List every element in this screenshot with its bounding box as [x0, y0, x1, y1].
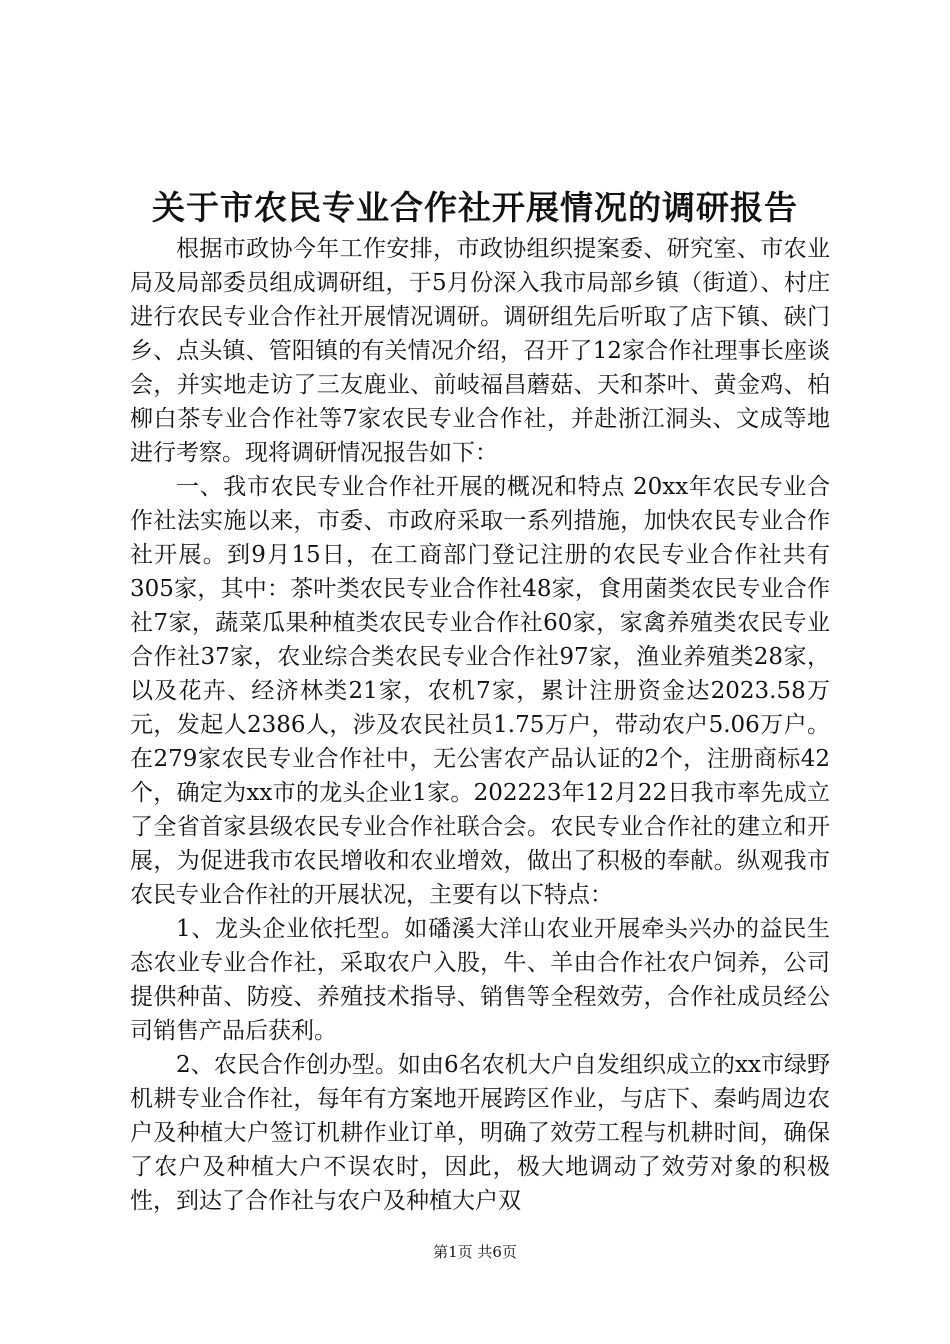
page-footer: 第1页 共6页 [433, 1243, 517, 1261]
document-title: 关于市农民专业合作社开展情况的调研报告 [152, 188, 798, 227]
paragraph-overview: 一、我市农民专业合作社开展的概况和特点 20xx年农民专业合作社法实施以来，市委、市政府采取一系列措施，加快农民专业合作社开展。到9月15日，在工商部门登记注册的农民专业合作社共有305家，其中：茶叶类农民专业合作社48家，食用菌类农民专业合作社7家，蔬菜瓜果种植类农民专业合作社60家，家禽养殖类农民专业合作社37家，农业综合类农民专业合作社97家，渔业养殖类28家，以及花卉、经济林类21家，农机7家，累计注册资金达2023.58万元，发起人2386人，涉及农民社员1.75万户，带动农户5.06万户。在279家农民专业合作社中，无公害农产品认证的2个，注册商标42个，确定为xx市的龙头企业1家。202223年12月22日我市率先成立了全省首家县级农民专业合作社联合会。农民专业合作社的建立和开展，为促进我市农民增收和农业增效，做出了积极的奉献。纵观我市农民专业合作社的开展状况，主要有以下特点： [130, 474, 830, 908]
paragraph-feature-2: 2、农民合作创办型。如由6名农机大户自发组织成立的xx市绿野机耕专业合作社，每年有方案地开展跨区作业，与店下、秦屿周边农户及种植大户签订机耕作业订单，明确了效劳工程与机耕时间，确保了农户及种植大户不误农时，因此，极大地调动了效劳对象的积极性，到达了合作社与农户及种植大户双 [130, 1052, 830, 1214]
document-body [130, 232, 830, 1218]
paragraph-feature-1: 1、龙头企业依托型。如磻溪大洋山农业开展牵头兴办的益民生态农业专业合作社，采取农户入股，牛、羊由合作社农户饲养，公司提供种苗、防疫、养殖技术指导、销售等全程效劳，合作社成员经公司销售产品后获利。 [130, 916, 830, 1044]
paragraph-intro: 根据市政协今年工作安排，市政协组织提案委、研究室、市农业局及局部委员组成调研组，于5月份深入我市局部乡镇（街道）、村庄进行农民专业合作社开展情况调研。调研组先后听取了店下镇、硖门乡、点头镇、管阳镇的有关情况介绍，召开了12家合作社理事长座谈会，并实地走访了三友鹿业、前岐福昌蘑菇、天和茶叶、黄金鸡、柏柳白茶专业合作社等7家农民专业合作社，并赴浙江洞头、文成等地进行考察。现将调研情况报告如下： [130, 236, 830, 466]
